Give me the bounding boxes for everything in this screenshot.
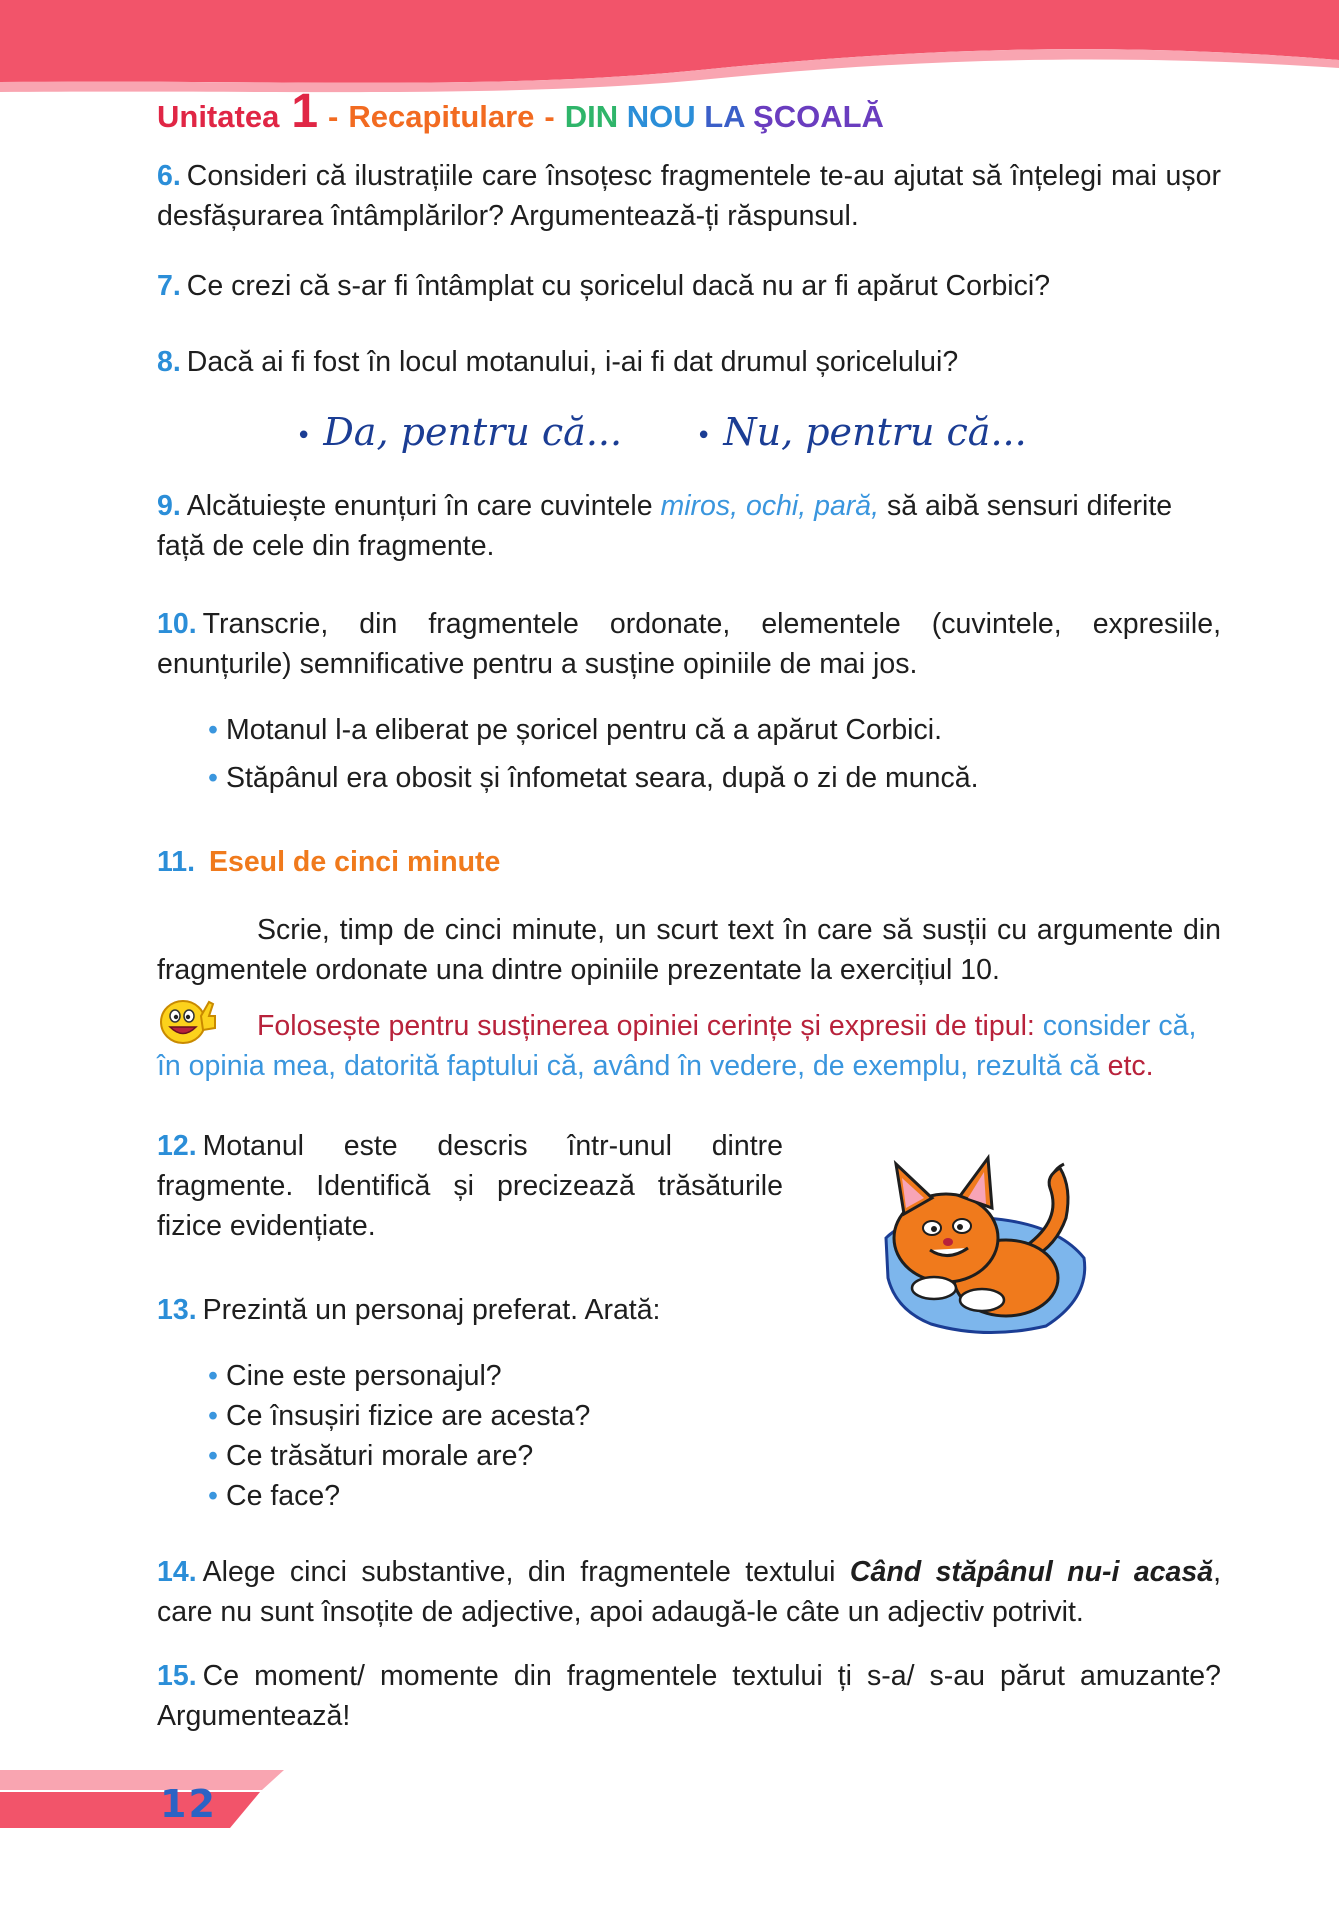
tip-end: etc. — [1099, 1050, 1154, 1082]
list-item-text: Ce face? — [225, 1480, 341, 1512]
unit-title — [565, 99, 884, 135]
question-number: 8. — [157, 346, 181, 378]
question-number: 13. — [157, 1294, 197, 1326]
header-separator-2: - — [544, 99, 555, 134]
bullet-dot: • — [208, 1480, 218, 1512]
list-item — [208, 710, 942, 750]
list-item-text: Ce însușiri fizice are acesta? — [225, 1400, 591, 1432]
recap-label: Recapitulare — [348, 99, 535, 134]
question-7 — [157, 266, 1221, 306]
question-text: Consideri că ilustrațiile care însoțesc fragmentele te-au ajutat să înțelegi mai ușor desfășurarea întâmplărilor? Argumentează-ți răspunsul. — [157, 160, 1221, 232]
list-item-text: Cine este personajul? — [225, 1360, 502, 1392]
unit-title-part: LA — [704, 99, 754, 134]
list-item-text: Stăpânul era obosit și înfometat seara, după o zi de muncă. — [225, 762, 979, 794]
question-12 — [157, 1126, 783, 1246]
unit-title-part: NOU — [626, 99, 705, 134]
writing-tip — [157, 1006, 1221, 1086]
page-number: 12 — [160, 1782, 217, 1826]
question-number: 15. — [157, 1660, 197, 1692]
question-number: 11. — [157, 846, 196, 878]
question-text: Alege cinci substantive, din fragmentele textului — [202, 1556, 850, 1588]
text-title: Când stăpânul nu-i acasă — [849, 1556, 1214, 1588]
question-15 — [157, 1656, 1221, 1736]
bullet-dot: • — [208, 1400, 218, 1432]
question-number: 7. — [157, 270, 181, 302]
bullet-dot: • — [208, 762, 218, 794]
unit-title-part: ŞCOALĂ — [753, 99, 884, 134]
bullet-dot: • — [208, 1360, 218, 1392]
list-item — [208, 1476, 340, 1516]
unit-label: Unitatea — [157, 99, 280, 134]
list-item — [208, 758, 979, 798]
bullet-dot: • — [208, 714, 218, 746]
question-14 — [157, 1552, 1221, 1632]
list-item — [208, 1396, 590, 1436]
answer-option-no — [696, 410, 1027, 454]
tip-intro: Folosește pentru susținerea opiniei cerințe și expresii de tipul: — [257, 1010, 1043, 1042]
tip-expressions: consider că, în opinia mea, datorită faptului că, având în vedere, de exemplu, rezultă că — [157, 1010, 1197, 1082]
question-text: Alcătuiește enunțuri în care cuvintele — [186, 490, 661, 522]
question-text: Prezintă un personaj preferat. Arată: — [202, 1294, 661, 1326]
question-11 — [157, 842, 1221, 882]
list-item-text: Ce trăsături morale are? — [225, 1440, 534, 1472]
list-item-text: Motanul l-a eliberat pe șoricel pentru că a apărut Corbici. — [225, 714, 943, 746]
question-number: 14. — [157, 1556, 197, 1588]
answer-yes-text: Da, pentru că... — [323, 410, 623, 454]
question-9 — [157, 486, 1221, 566]
question-number: 9. — [157, 490, 181, 522]
list-item — [208, 1356, 502, 1396]
unit-number: 1 — [291, 85, 319, 138]
question-6 — [157, 156, 1221, 236]
question-number: 12. — [157, 1130, 197, 1162]
question-number: 10. — [157, 608, 197, 640]
header-separator: - — [328, 99, 339, 134]
question-text: Dacă ai fi fost în locul motanului, i-ai fi dat drumul șoricelului? — [186, 346, 959, 378]
question-13 — [157, 1290, 1221, 1330]
question-8 — [157, 342, 1221, 382]
bullet-dot: • — [696, 420, 712, 451]
bullet-dot: • — [296, 420, 312, 451]
section-title: Eseul de cinci minute — [208, 846, 501, 878]
list-item — [208, 1436, 533, 1476]
question-text-end: , care nu sunt însoțite de adjective, apoi adaugă-le câte un adjectiv potrivit. — [157, 1556, 1221, 1628]
essay-instructions — [157, 910, 1221, 990]
question-text-end: să aibă sensuri diferite față de cele din fragmente. — [157, 490, 1173, 562]
bullet-dot: • — [208, 1440, 218, 1472]
bottom-decorative-band — [0, 1770, 300, 1830]
answer-option-yes — [296, 410, 622, 454]
answer-no-text: Nu, pentru că... — [723, 410, 1027, 454]
question-text: Transcrie, din fragmentele ordonate, elementele (cuvintele, expresiile, enunțurile) semnificative pentru a susține opiniile de mai jos. — [157, 608, 1221, 680]
highlighted-words: miros, ochi, pară, — [660, 490, 880, 522]
essay-text: Scrie, timp de cinci minute, un scurt text în care să susții cu argumente din fragmentele ordonate una dintre opiniile prezentate la exercițiul 10. — [157, 914, 1221, 986]
question-text: Ce crezi că s-ar fi întâmplat cu șoricelul dacă nu ar fi apărut Corbici? — [186, 270, 1051, 302]
unit-title-part: DIN — [564, 99, 627, 134]
unit-header — [157, 84, 884, 139]
question-10 — [157, 604, 1221, 684]
question-text: Ce moment/ momente din fragmentele textului ți s-a/ s-au părut amuzante? Argumentează! — [157, 1660, 1221, 1732]
question-number: 6. — [157, 160, 181, 192]
question-text: Motanul este descris într-unul dintre fragmente. Identifică și precizează trăsăturile fizice evidențiate. — [157, 1130, 783, 1242]
